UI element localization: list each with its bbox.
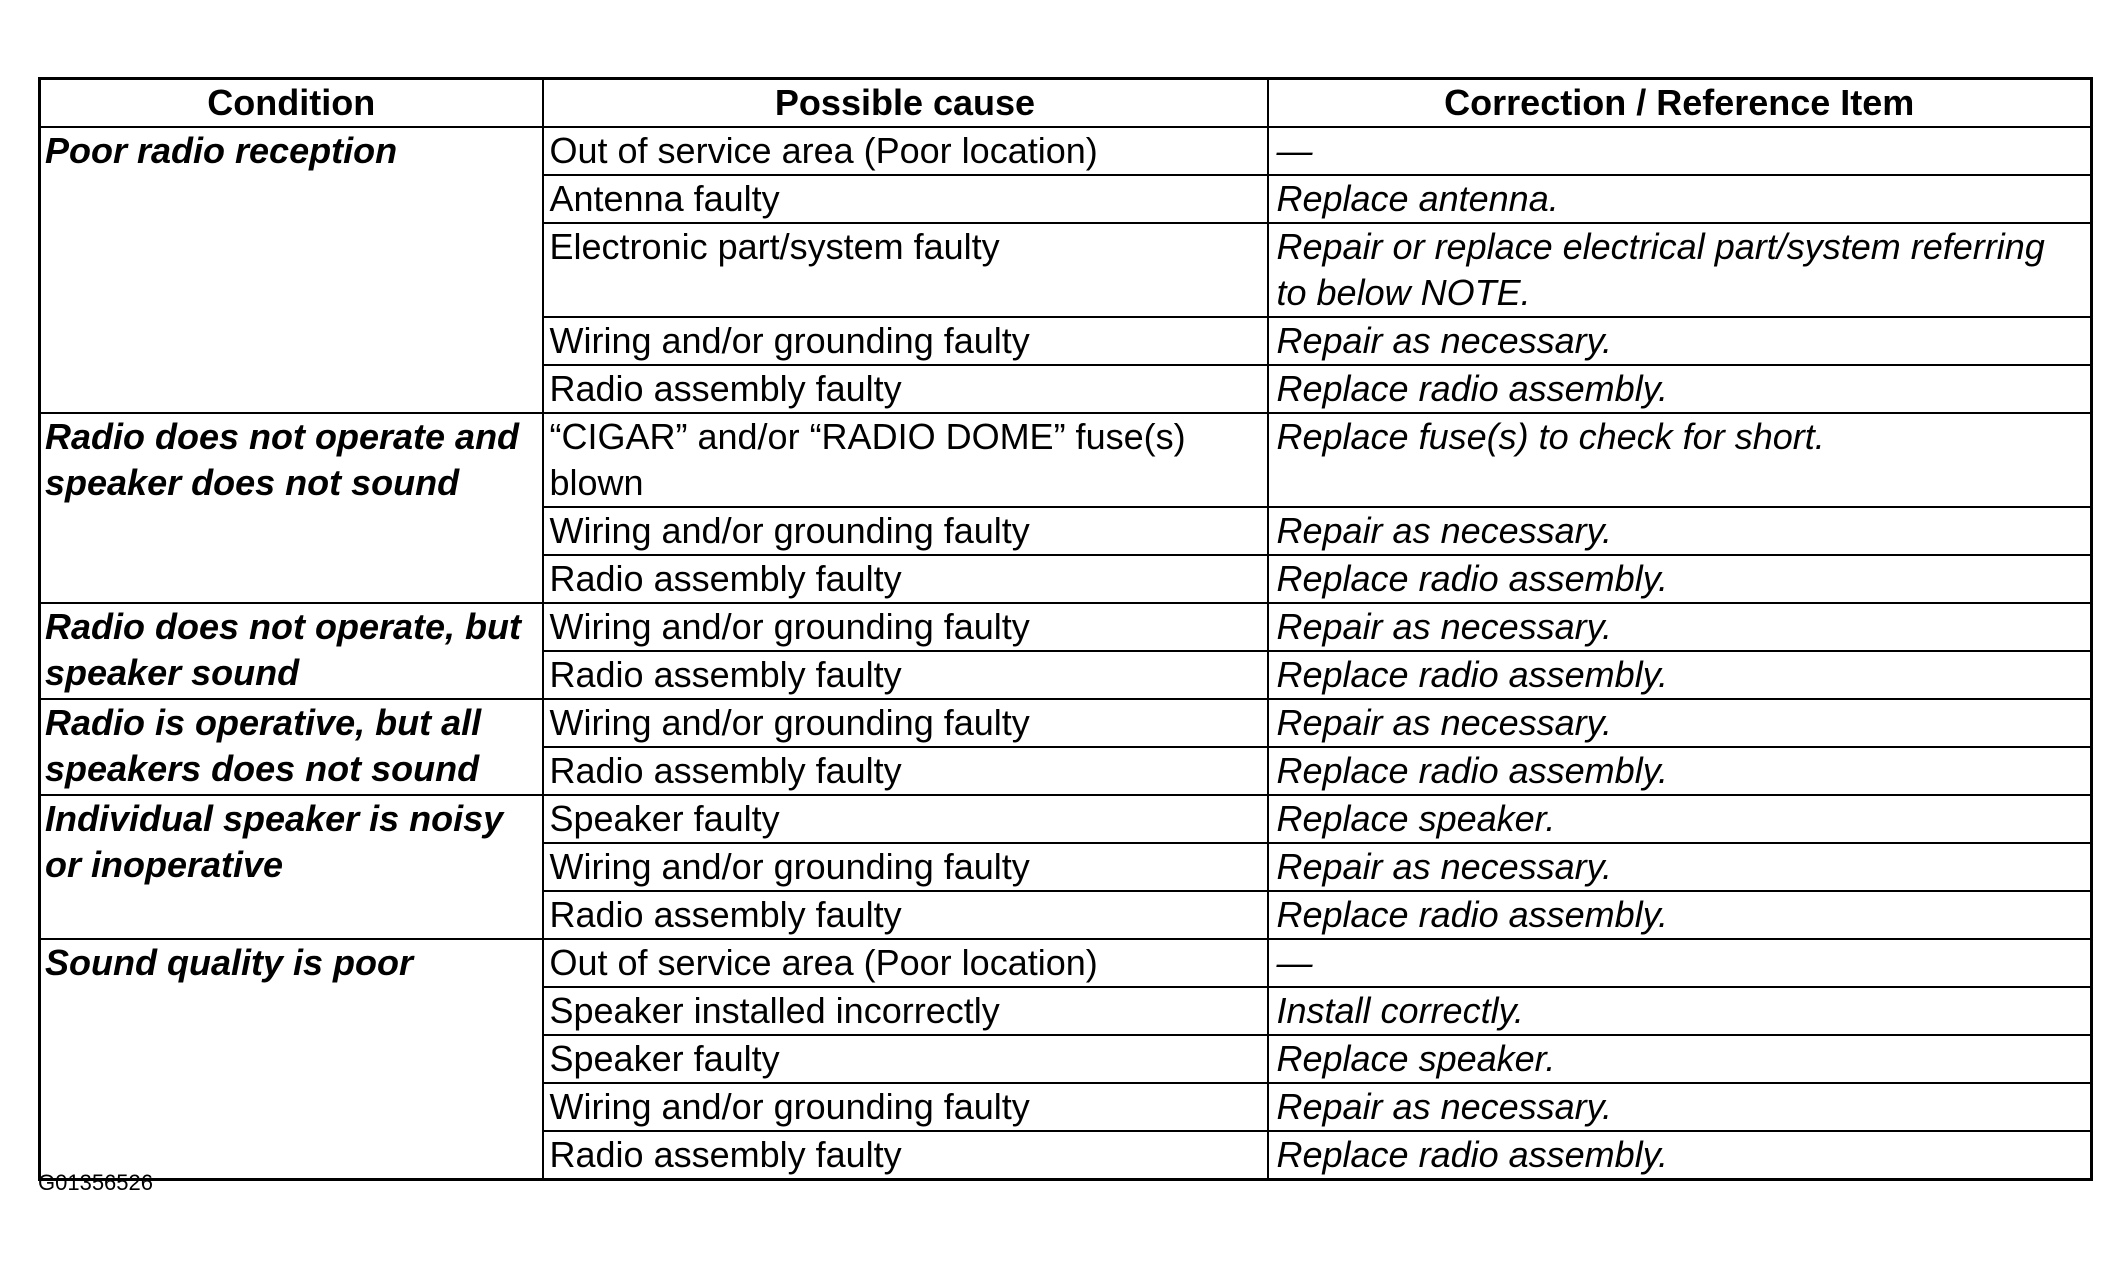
correction-cell: Replace radio assembly. xyxy=(1268,555,2092,603)
cause-cell: Radio assembly faulty xyxy=(543,891,1268,939)
condition-cell: Poor radio reception xyxy=(40,127,543,413)
cause-cell: Wiring and/or grounding faulty xyxy=(543,507,1268,555)
table-row xyxy=(40,939,2092,987)
cause-cell: Electronic part/system faulty xyxy=(543,223,1268,317)
cause-cell: Radio assembly faulty xyxy=(543,651,1268,699)
header-condition: Condition xyxy=(40,79,543,128)
correction-cell: Replace radio assembly. xyxy=(1268,747,2092,795)
condition-cell: Radio does not operate and speaker does not sound xyxy=(40,413,543,603)
cause-cell: Radio assembly faulty xyxy=(543,1131,1268,1180)
correction-cell: Repair as necessary. xyxy=(1268,1083,2092,1131)
table-body xyxy=(40,127,2092,1180)
cause-cell: Speaker faulty xyxy=(543,795,1268,843)
correction-cell: Replace radio assembly. xyxy=(1268,365,2092,413)
correction-cell: Replace antenna. xyxy=(1268,175,2092,223)
cause-cell: Radio assembly faulty xyxy=(543,555,1268,603)
correction-cell: Repair as necessary. xyxy=(1268,603,2092,651)
correction-cell: Repair or replace electrical part/system referring to below NOTE. xyxy=(1268,223,2092,317)
table-row xyxy=(40,413,2092,507)
correction-cell: Install correctly. xyxy=(1268,987,2092,1035)
condition-cell: Sound quality is poor xyxy=(40,939,543,1180)
table-row xyxy=(40,127,2092,175)
cause-cell: Wiring and/or grounding faulty xyxy=(543,1083,1268,1131)
correction-cell: Replace speaker. xyxy=(1268,1035,2092,1083)
table-row xyxy=(40,699,2092,747)
cause-cell: Speaker faulty xyxy=(543,1035,1268,1083)
header-row xyxy=(40,79,2092,128)
correction-cell: Replace radio assembly. xyxy=(1268,651,2092,699)
cause-cell: Wiring and/or grounding faulty xyxy=(543,317,1268,365)
cause-cell: Out of service area (Poor location) xyxy=(543,127,1268,175)
table-row xyxy=(40,603,2092,651)
correction-cell: Replace fuse(s) to check for short. xyxy=(1268,413,2092,507)
cause-cell: Radio assembly faulty xyxy=(543,365,1268,413)
cause-cell: Radio assembly faulty xyxy=(543,747,1268,795)
condition-cell: Radio does not operate, but speaker sound xyxy=(40,603,543,699)
correction-cell: Replace speaker. xyxy=(1268,795,2092,843)
cause-cell: Antenna faulty xyxy=(543,175,1268,223)
cause-cell: Wiring and/or grounding faulty xyxy=(543,699,1268,747)
table-row xyxy=(40,795,2092,843)
correction-cell: — xyxy=(1268,127,2092,175)
cause-cell: Wiring and/or grounding faulty xyxy=(543,843,1268,891)
correction-cell: — xyxy=(1268,939,2092,987)
cause-cell: Speaker installed incorrectly xyxy=(543,987,1268,1035)
condition-cell: Individual speaker is noisy or inoperative xyxy=(40,795,543,939)
correction-cell: Replace radio assembly. xyxy=(1268,1131,2092,1180)
diagnosis-table xyxy=(38,77,2093,1181)
table-header xyxy=(40,79,2092,128)
correction-cell: Replace radio assembly. xyxy=(1268,891,2092,939)
figure-id: G01356526 xyxy=(38,1170,153,1195)
header-possible-cause: Possible cause xyxy=(543,79,1268,128)
correction-cell: Repair as necessary. xyxy=(1268,507,2092,555)
cause-cell: Wiring and/or grounding faulty xyxy=(543,603,1268,651)
cause-cell: Out of service area (Poor location) xyxy=(543,939,1268,987)
correction-cell: Repair as necessary. xyxy=(1268,317,2092,365)
cause-cell: “CIGAR” and/or “RADIO DOME” fuse(s) blown xyxy=(543,413,1268,507)
condition-cell: Radio is operative, but all speakers does not sound xyxy=(40,699,543,795)
header-correction: Correction / Reference Item xyxy=(1268,79,2092,128)
correction-cell: Repair as necessary. xyxy=(1268,843,2092,891)
correction-cell: Repair as necessary. xyxy=(1268,699,2092,747)
